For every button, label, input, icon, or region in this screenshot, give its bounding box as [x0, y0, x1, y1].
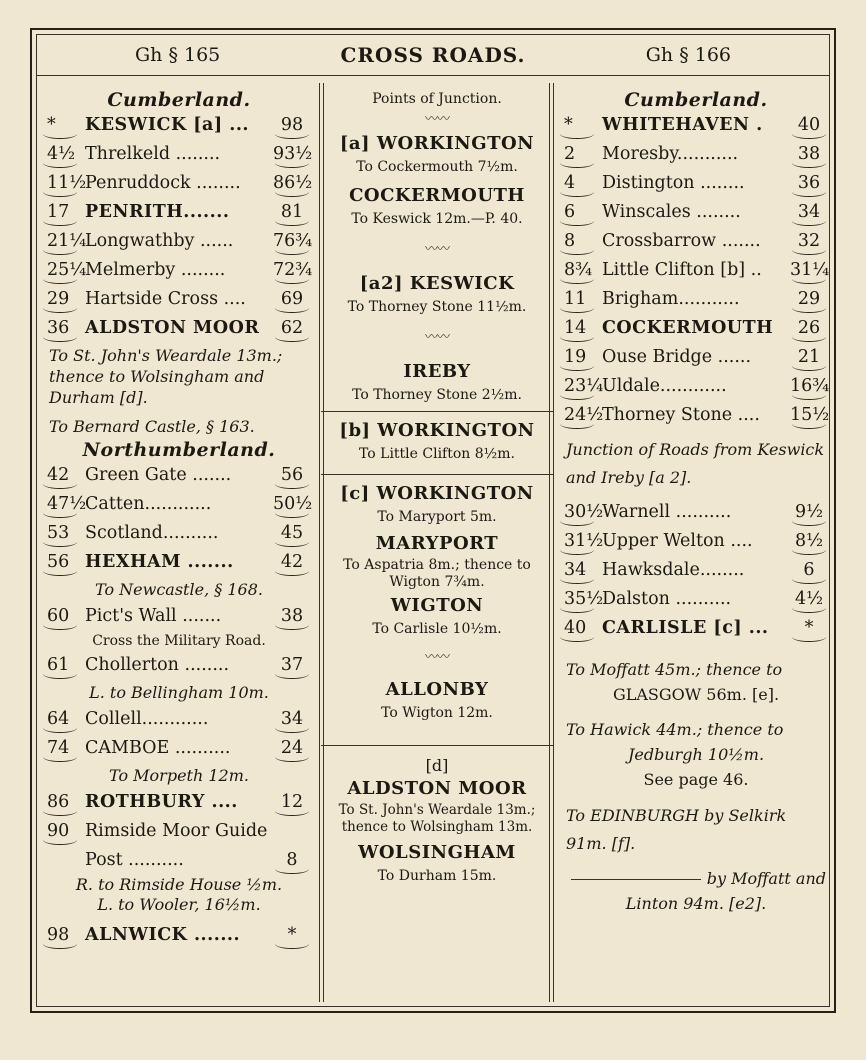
route-row	[39, 169, 319, 198]
divider	[319, 83, 320, 1002]
junction-place: WOLSINGHAM	[358, 842, 516, 863]
distance-remaining: 50½	[273, 490, 311, 519]
place-name: Warnell ..........	[602, 502, 732, 522]
distance-remaining: 26	[790, 314, 828, 343]
place-name: Hawksdale........	[602, 560, 745, 580]
junction-heading: Points of Junction.	[372, 91, 502, 107]
route-row	[39, 602, 319, 631]
place-name: Winscales ........	[602, 202, 741, 222]
distance-from-start: 90	[47, 817, 85, 846]
ornament-divider: 〰〰	[424, 330, 449, 345]
junction-detail: To Keswick 12m.—P. 40.	[351, 211, 523, 227]
distance-remaining: 15½	[790, 401, 828, 430]
route-row	[556, 198, 836, 227]
route-row	[39, 651, 319, 680]
place-name: KESWICK [a] ...	[85, 115, 250, 135]
distance-remaining: 31¼	[790, 256, 828, 285]
divider	[549, 83, 550, 1002]
distance-remaining: 38	[273, 602, 311, 631]
place-name: Threlkeld ........	[85, 144, 221, 164]
distance-remaining: *	[790, 614, 828, 643]
place-name: Distington ........	[602, 173, 745, 193]
route-note: L. to Bellingham 10m.	[89, 683, 269, 702]
junction-place: COCKERMOUTH	[349, 185, 525, 206]
route-row	[39, 548, 319, 577]
junction-place: IREBY	[403, 361, 471, 382]
place-name: CAMBOE ..........	[85, 738, 231, 758]
junction-detail: To Cockermouth 7½m.	[356, 159, 518, 175]
distance-from-start: 17	[47, 198, 85, 227]
junction-tag: [d]	[425, 756, 449, 775]
route-rows	[39, 111, 319, 343]
place-name: Rimside Moor Guide	[85, 821, 268, 841]
place-name: Hartside Cross ....	[85, 289, 246, 309]
place-name: WHITEHAVEN .	[602, 115, 763, 135]
place-name: Crossbarrow .......	[602, 231, 761, 251]
place-name: Brigham...........	[602, 289, 740, 309]
route-row	[39, 705, 319, 734]
place-name: Moresby...........	[602, 144, 739, 164]
place-name: ALNWICK .......	[85, 925, 241, 945]
distance-from-start: 11	[564, 285, 602, 314]
route-row	[39, 198, 319, 227]
place-name: Chollerton ........	[85, 655, 230, 675]
route-note	[556, 866, 836, 891]
rule	[321, 411, 553, 412]
route-row	[556, 256, 836, 285]
distance-from-start: 6	[564, 198, 602, 227]
distance-remaining: 56	[273, 461, 311, 490]
place-name: HEXHAM .......	[85, 552, 234, 572]
route-row	[556, 314, 836, 343]
route-row	[39, 490, 319, 519]
route-row	[556, 169, 836, 198]
route-note: Cross the Military Road.	[92, 633, 266, 649]
route-row	[556, 527, 836, 556]
distance-remaining: 24	[273, 734, 311, 763]
distance-from-start: *	[564, 111, 602, 140]
place-name: Ouse Bridge ......	[602, 347, 752, 367]
distance-from-start: 2	[564, 140, 602, 169]
distance-from-start: 53	[47, 519, 85, 548]
distance-remaining: 93½	[273, 140, 311, 169]
junction-place: WIGTON	[390, 595, 484, 616]
divider	[553, 83, 554, 1002]
distance-from-start: 98	[47, 921, 85, 950]
place-name: Post ..........	[85, 850, 184, 870]
distance-remaining: 21	[790, 343, 828, 372]
distance-remaining: 8½	[790, 527, 828, 556]
distance-from-start: 11½	[47, 169, 85, 198]
place-name: Longwathby ......	[85, 231, 234, 251]
junction-column	[325, 83, 549, 1000]
distance-remaining: 98	[273, 111, 311, 140]
route-row	[556, 227, 836, 256]
route-row	[556, 556, 836, 585]
distance-remaining: 34	[273, 705, 311, 734]
junction-detail: To Thorney Stone 11½m.	[347, 299, 527, 315]
county-heading: Cumberland.	[107, 89, 251, 111]
route-row	[39, 788, 319, 817]
junction-place: MARYPORT	[375, 533, 499, 554]
header-right-ref: Gh § 166	[645, 44, 731, 66]
route-note: To Bernard Castle, § 163.	[49, 417, 255, 436]
route-row	[39, 846, 319, 875]
distance-remaining: 32	[790, 227, 828, 256]
route-row	[556, 372, 836, 401]
distance-remaining: 69	[273, 285, 311, 314]
right-route-column	[556, 83, 836, 1000]
route-row	[556, 140, 836, 169]
distance-from-start: 86	[47, 788, 85, 817]
route-row	[556, 285, 836, 314]
route-note: To St. John's Weardale 13m.; thence to Wolsingham and Durham [d].	[49, 346, 283, 407]
place-name: Uldale............	[602, 376, 727, 396]
distance-from-start: 8¾	[564, 256, 602, 285]
distance-from-start: 42	[47, 461, 85, 490]
distance-remaining: 81	[273, 198, 311, 227]
place-name: PENRITH.......	[85, 202, 230, 222]
distance-from-start: 19	[564, 343, 602, 372]
distance-from-start: 4½	[47, 140, 85, 169]
place-name: Catten............	[85, 494, 212, 514]
distance-from-start: 60	[47, 602, 85, 631]
route-note: To EDINBURGH by Selkirk 91m. [f].	[566, 806, 787, 853]
route-row	[39, 817, 319, 846]
route-note: To Newcastle, § 168.	[95, 580, 263, 599]
route-row	[556, 401, 836, 430]
distance-from-start: 74	[47, 734, 85, 763]
place-name: Dalston ..........	[602, 589, 732, 609]
distance-from-start: 30½	[564, 498, 602, 527]
distance-from-start: 14	[564, 314, 602, 343]
route-row	[39, 461, 319, 490]
route-row	[556, 498, 836, 527]
route-row	[39, 921, 319, 950]
left-route-column	[39, 83, 319, 1000]
route-note: L. to Wooler, 16½m.	[97, 895, 261, 914]
distance-remaining: *	[273, 921, 311, 950]
route-row	[556, 614, 836, 643]
distance-remaining: 12	[273, 788, 311, 817]
route-note: R. to Rimside House ½m.	[75, 875, 283, 894]
route-note-text: by Moffatt and	[706, 869, 826, 888]
distance-remaining: 34	[790, 198, 828, 227]
distance-remaining: 29	[790, 285, 828, 314]
route-note: To Hawick 44m.; thence to	[566, 720, 784, 739]
route-note: Junction of Roads from Keswick and Ireby [a 2].	[566, 440, 825, 487]
route-note: Jedburgh 10½m.	[627, 745, 765, 764]
junction-detail: To St. John's Weardale 13m.; thence to Wolsingham 13m.	[338, 802, 536, 835]
place-name: Green Gate .......	[85, 465, 232, 485]
place-name: ALDSTON MOOR	[85, 318, 260, 338]
place-name: Collell............	[85, 709, 209, 729]
junction-place: [b] WORKINGTON	[339, 420, 535, 441]
page-title: CROSS ROADS.	[340, 43, 526, 67]
ornament-divider: 〰〰	[424, 112, 449, 127]
place-name: Pict's Wall .......	[85, 606, 222, 626]
ornament-divider: 〰〰	[424, 650, 449, 665]
distance-remaining: 6	[790, 556, 828, 585]
junction-detail: To Maryport 5m.	[377, 509, 497, 525]
route-row	[39, 140, 319, 169]
distance-from-start: 29	[47, 285, 85, 314]
route-row	[39, 285, 319, 314]
distance-from-start: *	[47, 111, 85, 140]
distance-remaining: 37	[273, 651, 311, 680]
junction-place: [c] WORKINGTON	[340, 483, 534, 504]
junction-detail: To Carlisle 10½m.	[372, 621, 502, 637]
distance-from-start: 8	[564, 227, 602, 256]
place-name: Scotland..........	[85, 523, 219, 543]
route-row	[39, 734, 319, 763]
rule	[571, 879, 701, 880]
distance-from-start: 47½	[47, 490, 85, 519]
route-rows	[39, 921, 319, 950]
distance-remaining: 86½	[273, 169, 311, 198]
junction-place: ALLONBY	[385, 679, 489, 700]
place-name: ROTHBURY ....	[85, 792, 238, 812]
distance-remaining: 8	[273, 846, 311, 875]
page-header	[37, 35, 829, 76]
place-name: Thorney Stone ....	[602, 405, 760, 425]
rule	[321, 474, 553, 475]
distance-from-start: 25¼	[47, 256, 85, 285]
route-row	[39, 314, 319, 343]
junction-detail: To Wigton 12m.	[381, 705, 493, 721]
junction-detail: To Aspatria 8m.; thence to Wigton 7¾m.	[343, 557, 531, 590]
divider	[323, 83, 324, 1002]
distance-from-start: 34	[564, 556, 602, 585]
distance-remaining: 40	[790, 111, 828, 140]
route-row	[39, 227, 319, 256]
route-note: To Moffatt 45m.; thence to	[566, 660, 783, 679]
distance-remaining: 9½	[790, 498, 828, 527]
distance-remaining: 16¾	[790, 372, 828, 401]
route-note: GLASGOW 56m. [e].	[612, 685, 780, 704]
distance-from-start: 36	[47, 314, 85, 343]
junction-place: ALDSTON MOOR	[347, 778, 527, 799]
distance-remaining: 38	[790, 140, 828, 169]
distance-from-start: 35½	[564, 585, 602, 614]
junction-detail: To Durham 15m.	[377, 868, 497, 884]
distance-remaining: 62	[273, 314, 311, 343]
rule	[321, 745, 553, 746]
distance-from-start: 64	[47, 705, 85, 734]
ornament-divider: 〰〰	[424, 242, 449, 257]
distance-from-start: 21¼	[47, 227, 85, 256]
distance-from-start: 23¼	[564, 372, 602, 401]
distance-from-start: 61	[47, 651, 85, 680]
route-row	[556, 585, 836, 614]
distance-from-start: 24½	[564, 401, 602, 430]
distance-from-start: 31½	[564, 527, 602, 556]
distance-from-start: 4	[564, 169, 602, 198]
route-row	[39, 111, 319, 140]
junction-place: [a2] KESWICK	[359, 273, 515, 294]
route-note: To Morpeth 12m.	[109, 766, 249, 785]
distance-remaining: 76¾	[273, 227, 311, 256]
header-left-ref: Gh § 165	[135, 44, 221, 66]
distance-remaining: 36	[790, 169, 828, 198]
distance-remaining: 4½	[790, 585, 828, 614]
route-rows	[39, 602, 319, 631]
route-rows	[556, 111, 836, 430]
page-inner	[36, 34, 830, 1007]
junction-detail: To Thorney Stone 2½m.	[352, 387, 522, 403]
junction-place: [a] WORKINGTON	[339, 133, 535, 154]
place-name: CARLISLE [c] ...	[602, 618, 769, 638]
distance-remaining: 42	[273, 548, 311, 577]
county-heading: Northumberland.	[82, 439, 276, 461]
page-frame	[30, 28, 836, 1013]
place-name: COCKERMOUTH	[602, 318, 774, 338]
distance-from-start: 56	[47, 548, 85, 577]
distance-remaining: 45	[273, 519, 311, 548]
junction-detail: To Little Clifton 8½m.	[359, 446, 515, 462]
route-row	[556, 343, 836, 372]
place-name: Melmerby ........	[85, 260, 226, 280]
distance-from-start: 40	[564, 614, 602, 643]
route-note: Linton 94m. [e2].	[625, 894, 767, 913]
route-row	[556, 111, 836, 140]
route-rows	[39, 705, 319, 763]
route-rows	[39, 651, 319, 680]
place-name: Little Clifton [b] ..	[602, 260, 762, 280]
route-rows	[39, 788, 319, 875]
route-note: See page 46.	[643, 770, 749, 789]
distance-remaining: 72¾	[273, 256, 311, 285]
route-rows	[556, 498, 836, 643]
route-rows	[39, 461, 319, 577]
route-row	[39, 519, 319, 548]
route-row	[39, 256, 319, 285]
county-heading: Cumberland.	[624, 89, 768, 111]
place-name: Penruddock ........	[85, 173, 241, 193]
place-name: Upper Welton ....	[602, 531, 753, 551]
